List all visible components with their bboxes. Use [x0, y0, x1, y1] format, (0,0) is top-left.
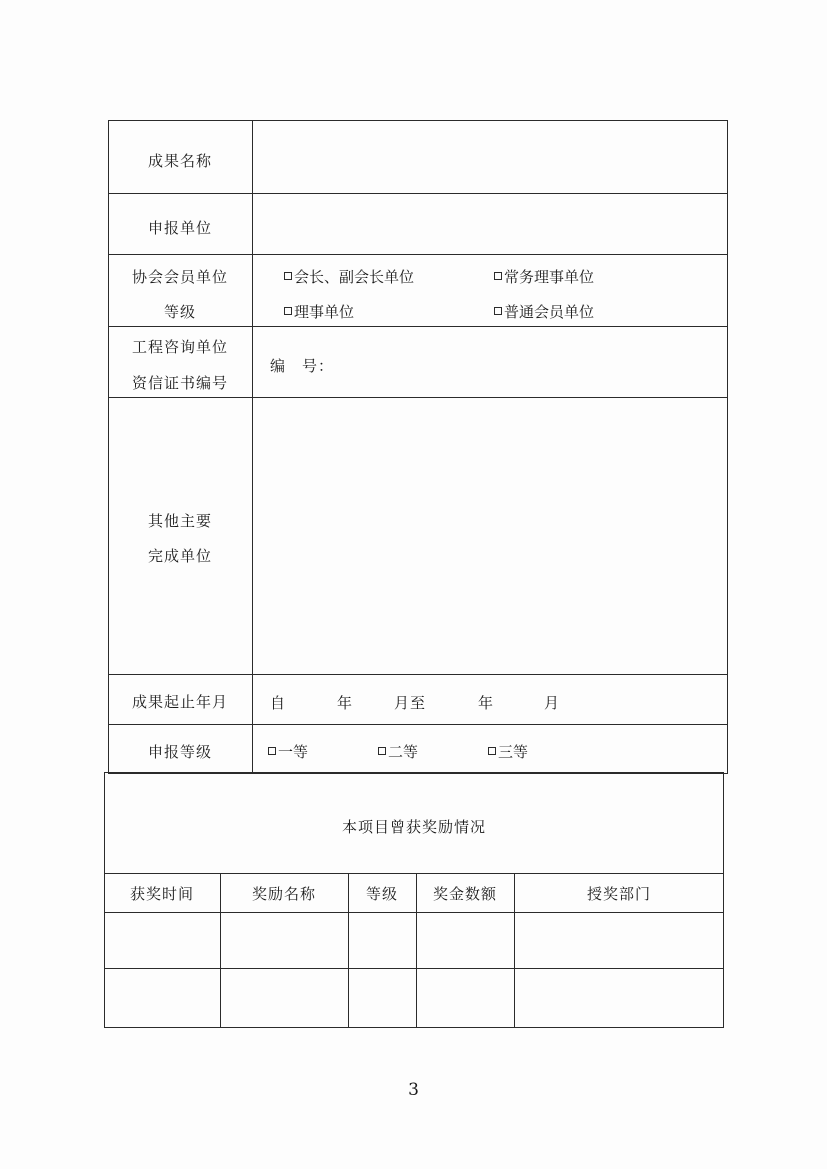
- checkbox-option-president[interactable]: [284, 267, 414, 287]
- checkbox-option-ordinary-member[interactable]: [494, 302, 594, 322]
- awards-header-top: [104, 873, 724, 874]
- label-other-units-2: 完成单位: [147, 547, 212, 565]
- label-applicant-unit: 申报单位: [147, 219, 212, 237]
- option-label: 常务理事单位: [504, 268, 595, 286]
- checkbox-grade-second[interactable]: [378, 742, 418, 762]
- awards-header-grade: 等级: [365, 885, 398, 903]
- awards-title: 本项目曾获奖励情况: [341, 818, 486, 836]
- checkbox-grade-third[interactable]: [488, 742, 528, 762]
- period-from: 自: [270, 694, 287, 712]
- awards-cell[interactable]: [516, 970, 723, 1026]
- label-certificate-number: 编 号：: [270, 357, 335, 375]
- row-divider: [108, 397, 728, 398]
- field-certificate-number[interactable]: [350, 330, 724, 394]
- option-label: 普通会员单位: [504, 303, 595, 321]
- option-label: 会长、副会长单位: [294, 268, 415, 286]
- period-month2: 月: [544, 694, 561, 712]
- field-applicant-unit[interactable]: [254, 195, 726, 253]
- checkbox-icon: [494, 272, 502, 280]
- option-label: 一等: [278, 743, 309, 761]
- awards-cell[interactable]: [106, 914, 219, 967]
- awards-cell[interactable]: [516, 914, 723, 967]
- awards-cell[interactable]: [106, 970, 219, 1026]
- checkbox-icon: [284, 307, 292, 315]
- label-membership-level-1: 协会会员单位: [131, 268, 228, 286]
- checkbox-icon: [268, 747, 276, 755]
- label-column-divider: [252, 120, 253, 774]
- row-divider: [108, 326, 728, 327]
- period-year1: 年: [337, 694, 354, 712]
- awards-header-bottom: [104, 912, 724, 913]
- awards-cell[interactable]: [350, 970, 415, 1026]
- period-month-to: 月至: [394, 694, 427, 712]
- option-label: 三等: [498, 743, 529, 761]
- awards-cell[interactable]: [350, 914, 415, 967]
- field-other-units[interactable]: [254, 399, 726, 673]
- field-achievement-name[interactable]: [254, 122, 726, 192]
- awards-cell[interactable]: [418, 914, 513, 967]
- period-year2: 年: [478, 694, 495, 712]
- checkbox-icon: [284, 272, 292, 280]
- label-period: 成果起止年月: [131, 693, 228, 711]
- row-divider: [108, 254, 728, 255]
- label-certificate-2: 资信证书编号: [131, 374, 228, 392]
- checkbox-grade-first[interactable]: [268, 742, 308, 762]
- awards-cell[interactable]: [222, 970, 347, 1026]
- checkbox-icon: [488, 747, 496, 755]
- row-divider: [108, 724, 728, 725]
- checkbox-icon: [494, 307, 502, 315]
- checkbox-option-director[interactable]: [284, 302, 354, 322]
- checkbox-icon: [378, 747, 386, 755]
- label-grade: 申报等级: [147, 743, 212, 761]
- label-certificate-1: 工程咨询单位: [131, 338, 228, 356]
- awards-cell[interactable]: [418, 970, 513, 1026]
- awards-cell[interactable]: [222, 914, 347, 967]
- row-divider: [108, 674, 728, 675]
- option-label: 二等: [388, 743, 419, 761]
- awards-header-time: 获奖时间: [129, 885, 194, 903]
- label-other-units-1: 其他主要: [147, 512, 212, 530]
- awards-header-name: 奖励名称: [251, 885, 316, 903]
- checkbox-option-standing-director[interactable]: [494, 267, 594, 287]
- label-achievement-name: 成果名称: [147, 152, 212, 170]
- label-membership-level-2: 等级: [163, 303, 196, 321]
- row-divider: [108, 193, 728, 194]
- awards-row-divider: [104, 968, 724, 969]
- awards-header-amount: 奖金数额: [432, 885, 497, 903]
- option-label: 理事单位: [294, 303, 355, 321]
- page-number: 3: [408, 1080, 419, 1100]
- awards-header-department: 授奖部门: [586, 885, 651, 903]
